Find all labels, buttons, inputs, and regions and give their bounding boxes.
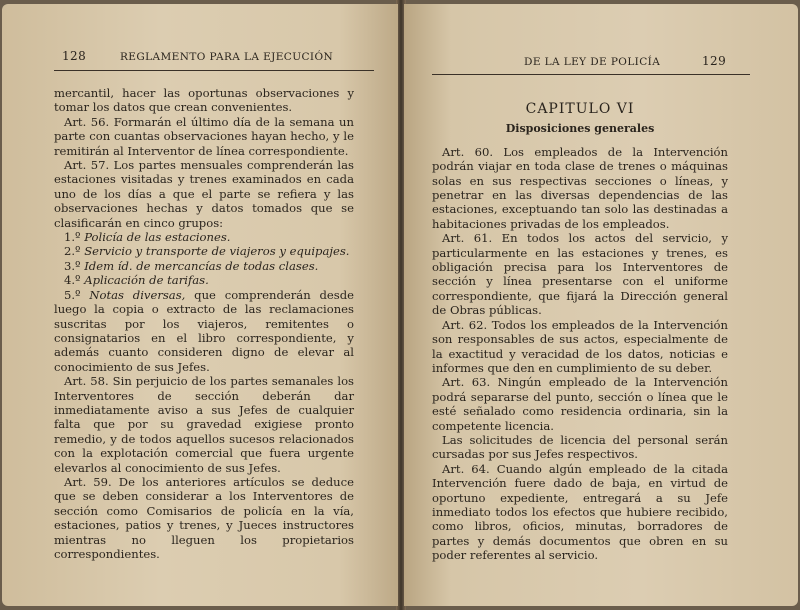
list-item-text: Notas diversas,: [89, 287, 186, 302]
chapter-title: CAPITULO VI: [525, 101, 635, 117]
left-paragraph-art59: Art. 59. De los anteriores artículos se deduce que se deben considerar a los Interventores de sección como Comisarios de policía en la vía, estaciones, patios y trenes, y Jueces instructores mientras no lleguen los propietarios correspondientes.: [54, 474, 354, 561]
left-paragraph-art56: Art. 56. Formarán el último día de la semana un parte con cuantas observaciones hayan hecho, y le remitirán al Interventor de línea correspondiente.: [54, 114, 354, 158]
list-item-last: [54, 288, 354, 374]
left-paragraph-0: mercantil, hacer las oportunas observaciones y tomar los datos que crean convenientes.: [54, 86, 354, 115]
list-item: [54, 230, 354, 244]
right-paragraph-art64: Art. 64. Cuando algún empleado de la citada Intervención fuere dado de baja, en virtud de oportuno expediente, entregará a su Jefe inmediato todos los efectos que hubiere recibido, como libros, oficios, minutas, borradores de partes y demás documentos que obren en su poder referentes al servicio.: [432, 461, 728, 563]
list-item-text: Aplicación de tarifas.: [84, 273, 209, 288]
left-paragraph-art57: Art. 57. Los partes mensuales comprenderán las estaciones visitadas y trenes examinados en cada uno de los días a que el parte se refiera y las observaciones hechas y datos tomados que se clasificarán en cinco grupos:: [54, 158, 354, 230]
left-page-number: 128: [62, 49, 87, 63]
list-tail: que comprenderán desde luego la copia o extracto de las reclamaciones suscritas por los viajeros, remitentes o consignatarios en el libro correspondiente, y además cuanto consideren digno de elevar al conocimiento de sus Jefes.: [54, 287, 354, 374]
list-item: [54, 273, 354, 287]
right-body: [432, 94, 728, 563]
right-header-rule: [432, 74, 750, 75]
list-item: [54, 259, 354, 273]
list-item-num: 5.º: [64, 287, 81, 302]
right-running-head: DE LA LEY DE POLICÍA: [524, 56, 661, 68]
list-item-num: 4.º: [64, 273, 81, 288]
left-header-rule: [54, 70, 374, 71]
right-paragraph-licencias: Las solicitudes de licencia del personal serán cursadas por sus Jefes respectivos.: [432, 432, 728, 462]
right-paragraph-art63: Art. 63. Ningún empleado de la Intervención podrá separarse del punto, sección o línea que le esté señalado como residencia ordinaria, sin la competente licencia.: [432, 375, 728, 433]
list-item-text: Policía de las estaciones.: [84, 230, 231, 245]
list-item-num: 1.º: [64, 230, 81, 245]
list-item-text: Servicio y transporte de viajeros y equipajes.: [84, 244, 350, 259]
left-running-head: REGLAMENTO PARA LA EJECUCIÓN: [120, 51, 334, 63]
list-item-text: Idem íd. de mercancías de todas clases.: [84, 258, 319, 273]
right-paragraph-art60: Art. 60. Los empleados de la Intervención podrán viajar en toda clase de trenes o máquinas solas en sus respectivas secciones o líneas, y penetrar en las diversas dependencias de las estaciones, exceptuando tan solo las destinadas a habitaciones privadas de los empleados.: [432, 144, 728, 231]
chapter-subtitle: Disposiciones generales: [505, 122, 655, 136]
right-page: [404, 4, 798, 606]
right-paragraph-art62: Art. 62. Todos los empleados de la Intervención son responsables de sus actos, especialmente de la exactitud y veracidad de los datos, noticias e informes que den en cumplimiento de su deber.: [432, 317, 728, 375]
right-page-number: 129: [702, 54, 727, 68]
left-page: [2, 4, 398, 606]
list-item-num: 2.º: [64, 244, 81, 259]
right-paragraph-art61: Art. 61. En todos los actos del servicio, y particularmente en las estaciones y trenes, es obligación precisa para los Interventores de sección y línea presentarse con el uniforme correspondiente, que fijará la Dirección general de Obras públicas.: [432, 231, 728, 318]
list-item-num: 3.º: [64, 258, 81, 273]
left-body: [54, 86, 354, 561]
list-item: [54, 244, 354, 258]
left-paragraph-art58: Art. 58. Sin perjuicio de los partes semanales los Interventores de sección deberán dar inmediatamente aviso a sus Jefes de cualquier falta que por su gravedad exigiese pronto remedio, y de todos aquellos sucesos relacionados con la explotación comercial que fuera urgente elevarlos al conocimiento de sus Jefes.: [54, 374, 354, 475]
